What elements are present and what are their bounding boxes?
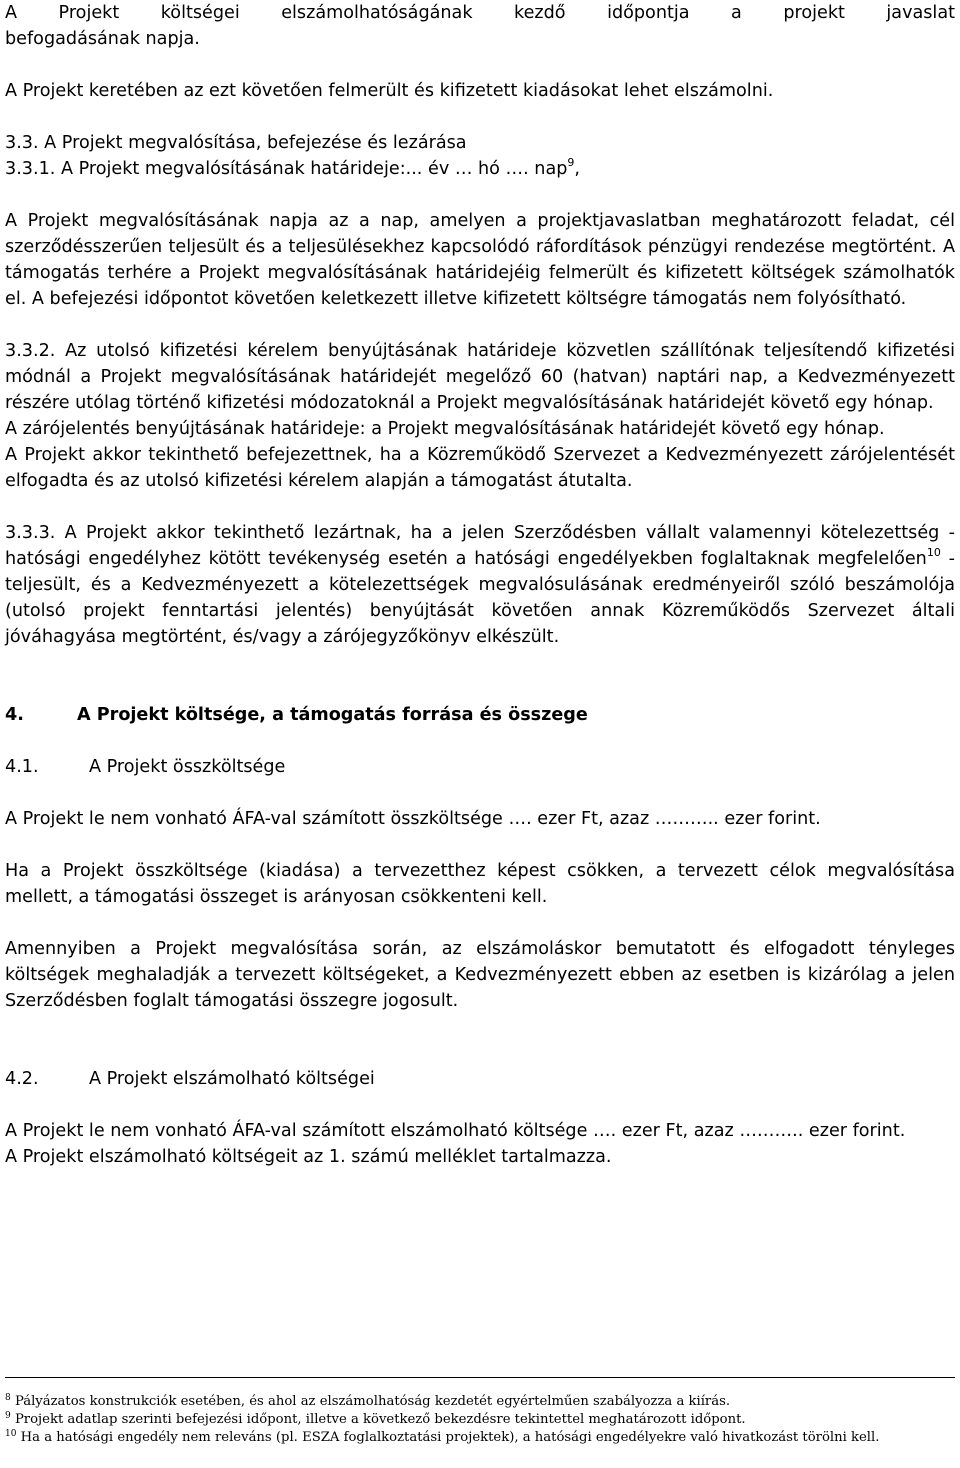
paragraph-total-cost: A Projekt le nem vonható ÁFA-val számított összköltsége …. ezer Ft, azaz ……….. ezer forint. (5, 809, 821, 829)
paragraph-cost-decrease: Ha a Projekt összköltsége (kiadása) a tervezetthez képest csökken, a tervezett célok megvalósítása mellett, a támogatási összeget is arányosan csökkenteni kell. (5, 861, 955, 907)
section-heading-4-2: 4.2. A Projekt elszámolható költségei (5, 1069, 375, 1089)
paragraph-eligibility-start-line2: befogadásának napja. (5, 29, 200, 49)
paragraph-completion-date: A Projekt megvalósításának napja az a nap, amelyen a projektjavaslatban meghatározott feladat, cél szerződésszerűen teljesült és a teljesülésekhez kapcsolódó ráfordítások pénzügyi rendezése megtörtént. A támogatás terhére a Projekt megvalósításának határidejéig felmerült és kifizetett költségek számolhatók el. A befejezési időpontot követően keletkezett illetve kifizetett költségre támogatás nem folyósítható. (5, 211, 955, 309)
paragraph-3-3-3: 3.3.3. A Projekt akkor tekinthető lezártnak, ha a jelen Szerződésben vállalt valamennyi kötelezettség - hatósági engedélyhez kötött tevékenység esetén a hatósági engedélyekben foglaltaknak megfelelően$^{10}$ - teljesült, és a Kedvezményezett a kötelezettségek megvalósulásának eredményeiről szóló beszámolója (utolsó projekt fenntartási jelentés) benyújtását követően annak Közreműködős Szervezet általi jóváhagyása megtörtént, és/vagy a zárójegyzőkönyv elkészült. (5, 523, 955, 647)
paragraph-eligible-expenses: A Projekt keretében az ezt követően felmerült és kifizetett kiadásokat lehet elszámolni. (5, 81, 774, 101)
footnotes (5, 1393, 955, 1447)
section-heading-4: 4. A Projekt költsége, a támogatás forrása és összege (5, 705, 588, 725)
paragraph-cost-overrun: Amennyiben a Projekt megvalósítása során, az elszámoláskor bemutatott és elfogadott tényleges költségek meghaladják a tervezett költségeket, a Kedvezményezett ebben az esetben is kizárólag a jelen Szerződésben foglalt támogatási összegre jogosult. (5, 939, 955, 1011)
footnote-ref-9: 9 (567, 156, 575, 169)
paragraph-3-3-2: 3.3.2. Az utolsó kifizetési kérelem benyújtásának határideje közvetlen szállítónak teljesítendő kifizetési módnál a Projekt megvalósításának határidejét megelőző 60 (hatvan) naptári nap, a Kedvezményezett részére utólag történő kifizetési módozatoknál a Projekt megvalósításának határidejét követő egy hónap. (5, 341, 955, 413)
document-page (5, 0, 955, 1170)
deadline-text: 3.3.1. A Projekt megvalósításának határideje:... év … hó …. nap (5, 159, 568, 179)
paragraph-final-report: A zárójelentés benyújtásának határideje: a Projekt megvalósításának határidejét követő egy hónap. (5, 419, 885, 439)
paragraph-eligibility-start-line1: A Projekt költségei elszámolhatóságának kezdő időpontja a projekt javaslat (5, 3, 955, 23)
section-heading-3-3-1: 3.3.1. A Projekt megvalósításának határideje:... év … hó …. nap$^9$, (5, 156, 580, 179)
paragraph-eligible-cost: A Projekt le nem vonható ÁFA-val számított elszámolható költsége …. ezer Ft, azaz ……….. ezer forint. (5, 1121, 906, 1141)
section-heading-3-3: 3.3. A Projekt megvalósítása, befejezése és lezárása (5, 133, 467, 153)
footnote-8: $^8$ Pályázatos konstrukciók esetében, és ahol az elszámolhatóság kezdetét egyértelműen szabályozza a kiírás. (5, 1393, 731, 1409)
section-heading-4-1: 4.1. A Projekt összköltsége (5, 757, 286, 777)
footnote-ref-10: 10 (926, 546, 941, 559)
paragraph-project-completed: A Projekt akkor tekinthető befejezettnek, ha a Közreműködő Szervezet a Kedvezményezett zárójelentését elfogadta és az utolsó kifizetési kérelem alapján a támogatást átutalta. (5, 445, 955, 491)
paragraph-annex-reference: A Projekt elszámolható költségeit az 1. számú melléklet tartalmazza. (5, 1147, 612, 1167)
footnote-9: $^9$ Projekt adatlap szerinti befejezési időpont, illetve a következő bekezdésre tekintettel meghatározott időpont. (5, 1411, 746, 1427)
footnote-separator (5, 1377, 955, 1378)
footnote-10: $^{10}$ Ha a hatósági engedély nem releváns (pl. ESZA foglalkoztatási projektek), a hatósági engedélyekre való hivatkozást törölni kell. (5, 1429, 880, 1445)
